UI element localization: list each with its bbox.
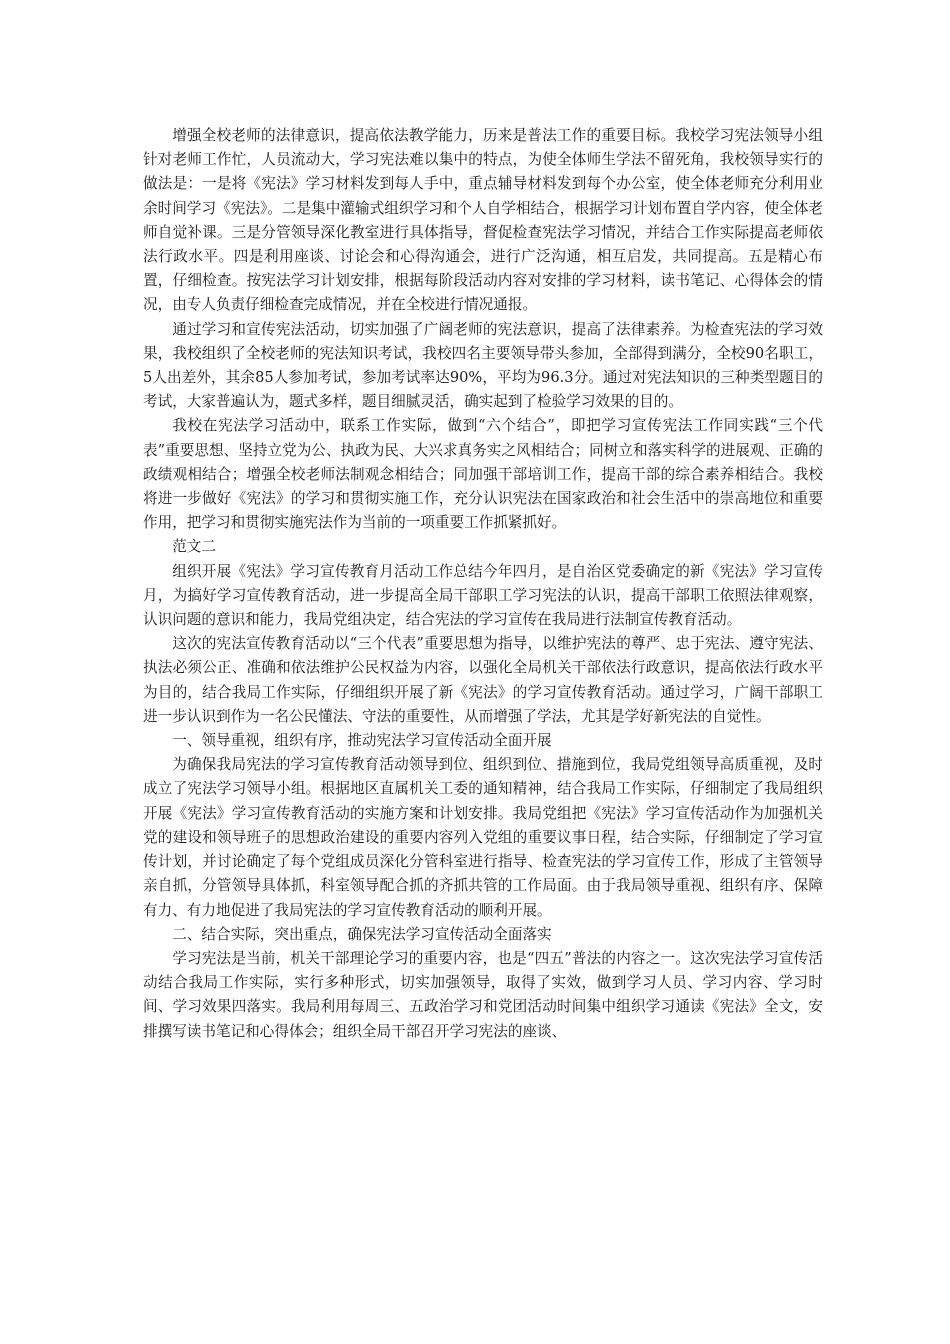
paragraph-campaign-guidance: 这次的宪法宣传教育活动以“三个代表”重要思想为指导，以维护宪法的尊严、忠于宪法、遵守宪法、执法必须公正、准确和依法维护公民权益为内容，以强化全局机关干部依法行政意识，提高依法行政水平为目的，结合我局工作实际，仔细组织开展了新《宪法》的学习宣传教育活动。通过学习，广阔干部职工进一步认识到作为一名公民懂法、守法的重要性，从而增强了学法，尤其是学好新宪法的自觉性。 bbox=[143, 635, 823, 725]
paragraph-implementation: 学习宪法是当前，机关干部理论学习的重要内容，也是“四五”普法的内容之一。这次宪法学习宣传活动结合我局工作实际，实行多种形式，切实加强领导，取得了实效，做到学习人员、学习内容、学习时间、学习效果四落实。我局利用每周三、五政治学习和党团活动时间集中组织学习通读《宪法》全文，安排撰写读书笔记和心得体会；组织全局干部召开学习宪法的座谈、 bbox=[143, 949, 823, 1040]
section-heading-two: 二、结合实际，突出重点，确保宪法学习宣传活动全面落实 bbox=[172, 925, 552, 943]
paragraph-six-combinations: 我校在宪法学习活动中，联系工作实际，做到“六个结合”，即把学习宣传宪法工作同实践“三个代表”重要思想、坚持立党为公、执政为民、大兴求真务实之风相结合；同树立和落实科学的进展观、正确的政绩观相结合；增强全校老师法制观念相结合；同加强干部培训工作，提高干部的综合素养相结合。我校将进一步做好《宪法》的学习和贯彻实施工作，充分认识宪法在国家政治和社会生活中的崇高地位和重要作用，把学习和贯彻实施宪法作为当前的一项重要工作抓紧抓好。 bbox=[143, 417, 823, 532]
section-title-sample-two: 范文二 bbox=[172, 538, 216, 556]
paragraph-exam-results: 通过学习和宣传宪法活动，切实加强了广阔老师的宪法意识，提高了法律素养。为检查宪法的学习效果，我校组织了全校老师的宪法知识考试，我校四名主要领导带头参加，全部得到满分，全校90名职工，5人出差外，其余85人参加考试，参加考试率达90%，平均为96.3分。通过对宪法知识的三种类型题目的考试，大家普遍认为，题式多样，题目细腻灵活，确实起到了检验学习效果的目的。 bbox=[143, 320, 823, 411]
paragraph-leadership: 为确保我局宪法的学习宣传教育活动领导到位、组织到位、措施到位，我局党组领导高质重视，及时成立了宪法学习领导小组。根据地区直属机关工委的通知精神，结合我局工作实际，仔细制定了我局组织开展《宪法》学习宣传教育活动的实施方案和计划安排。我局党组把《宪法》学习宣传活动作为加强机关党的建设和领导班子的思想政治建设的重要内容列入党组的重要议事日程，结合实际，仔细制定了学习宣传计划，并讨论确定了每个党组成员深化分管科室进行指导、检查宪法的学习宣传工作，形成了主管领导亲自抓，分管领导具体抓，科室领导配合抓的齐抓共管的工作局面。由于我局领导重视、组织有序、保障有力、有力地促进了我局宪法的学习宣传教育活动的顺利开展。 bbox=[143, 756, 823, 919]
document-body bbox=[143, 124, 823, 1044]
paragraph-teacher-legal-awareness: 增强全校老师的法律意识，提高依法教学能力，历来是普法工作的重要目标。我校学习宪法领导小组针对老师工作忙，人员流动大，学习宪法难以集中的特点，为使全体师生学法不留死角，我校领导实行的做法是：一是将《宪法》学习材料发到每人手中，重点辅导材料发到每个办公室，使全体老师充分利用业余时间学习《宪法》。二是集中灌输式组织学习和个人自学相结合，根据学习计划布置自学内容，使全体老师自觉补课。三是分管领导深化教室进行具体指导，督促检查宪法学习情况，并结合工作实际提高老师依法行政水平。四是利用座谈、讨论会和心得沟通会，进行广泛沟通，相互启发，共同提高。五是精心布置，仔细检查。按宪法学习计划安排，根据每阶段活动内容对安排的学习材料，读书笔记、心得体会的情况，由专人负责仔细检查完成情况，并在全校进行情况通报。 bbox=[143, 127, 823, 314]
section-heading-one: 一、领导重视，组织有序，推动宪法学习宣传活动全面开展 bbox=[172, 732, 552, 750]
paragraph-study-month-intro: 组织开展《宪法》学习宣传教育月活动工作总结今年四月，是自治区党委确定的新《宪法》学习宣传月，为搞好学习宣传教育活动，进一步提高全局干部职工学习宪法的认识，提高干部职工依照法律观察，认识问题的意识和能力，我局党组决定，结合宪法的学习宣传在我局进行法制宣传教育活动。 bbox=[143, 562, 823, 629]
